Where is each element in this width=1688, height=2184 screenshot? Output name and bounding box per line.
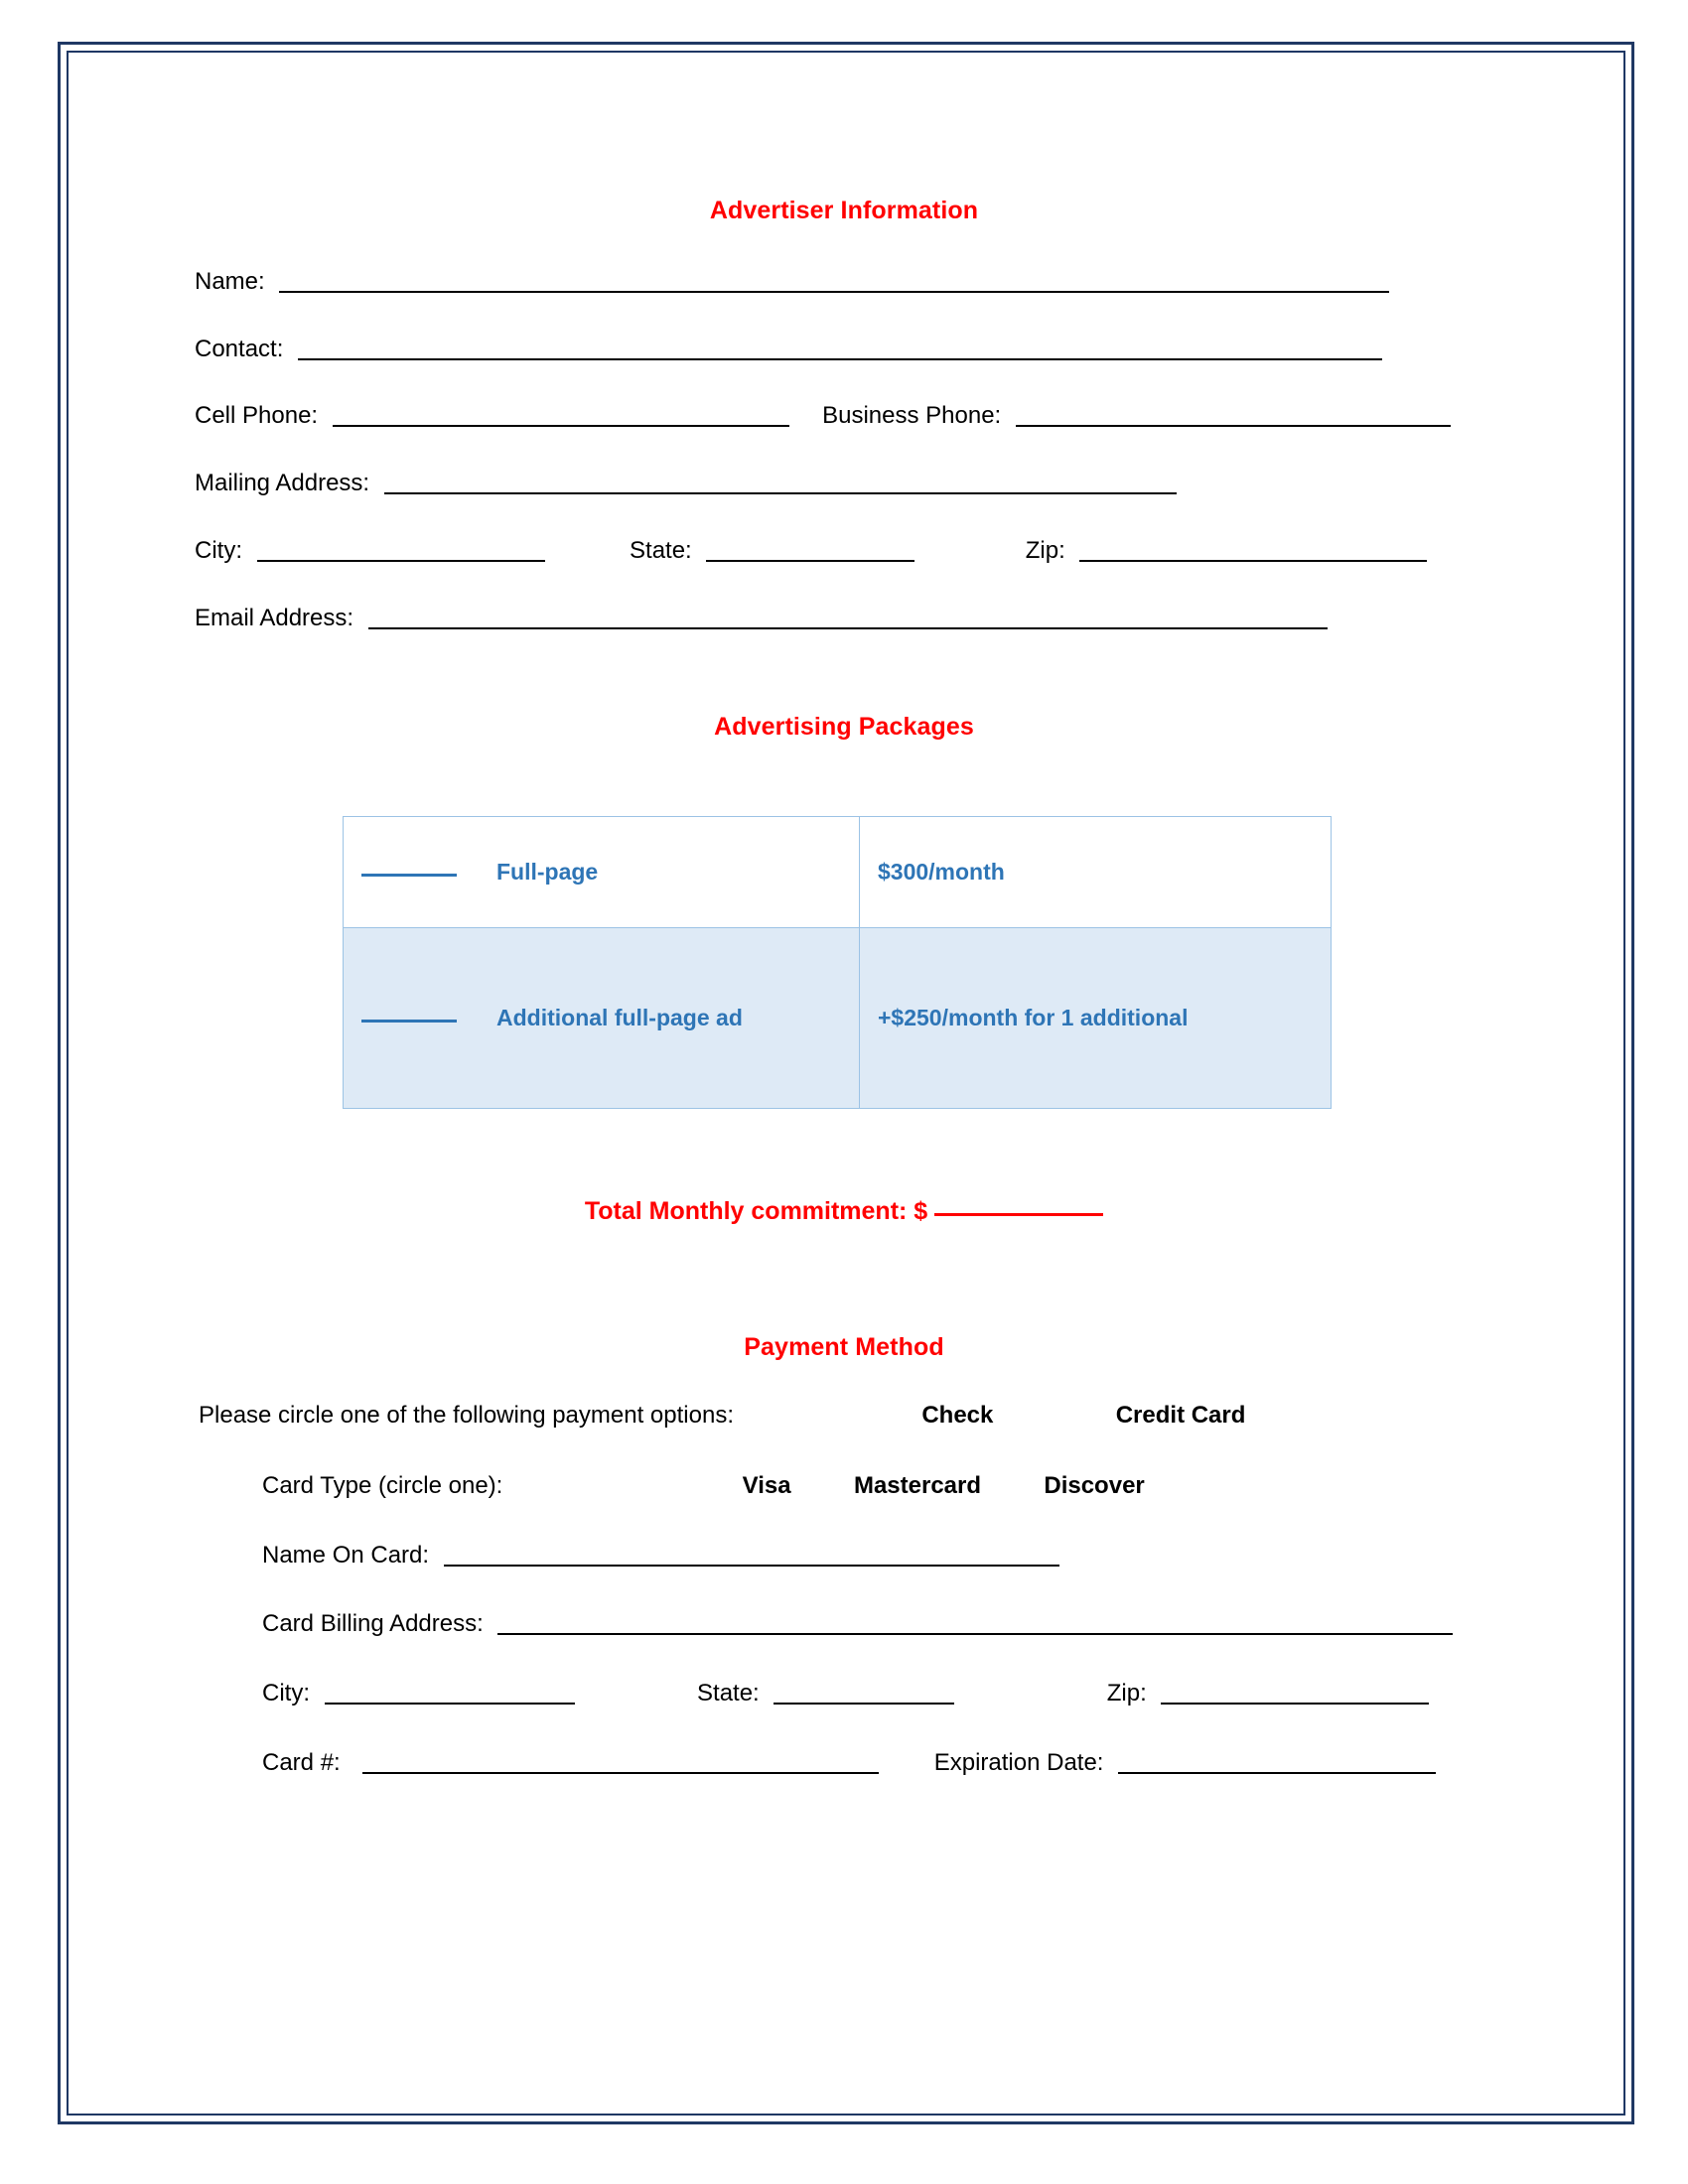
field-business-phone-label: Business Phone: — [822, 402, 1002, 429]
field-name-label: Name: — [195, 268, 265, 295]
field-cell-phone-label: Cell Phone: — [195, 402, 319, 429]
payment-option-credit-card[interactable]: Credit Card — [1115, 1402, 1246, 1429]
package-price-additional: +$250/month for 1 additional — [878, 1005, 1189, 1030]
price-cell-full-page — [860, 817, 1332, 928]
payment-method-heading: Payment Method — [744, 1333, 944, 1361]
field-zip-label: Zip: — [1025, 537, 1065, 564]
package-cell-full-page — [344, 817, 860, 928]
field-card-state-input[interactable] — [774, 1703, 954, 1705]
field-mailing-address-input[interactable] — [384, 492, 1177, 494]
field-contact-label: Contact: — [195, 336, 284, 362]
field-zip-input[interactable] — [1079, 560, 1427, 562]
field-card-city-input[interactable] — [325, 1703, 575, 1705]
field-business-phone-input[interactable] — [1016, 425, 1451, 427]
field-card-number-input[interactable] — [362, 1772, 879, 1774]
field-card-city-label: City: — [262, 1680, 310, 1706]
price-cell-additional-full-page — [860, 928, 1332, 1109]
table-row — [344, 817, 1332, 928]
field-card-state-label: State: — [697, 1680, 760, 1706]
payment-option-check[interactable]: Check — [921, 1402, 994, 1429]
package-select-blank-full-page[interactable] — [361, 874, 457, 877]
package-price-full-page: $300/month — [878, 859, 1005, 885]
package-name-additional: Additional full-page ad — [496, 1005, 743, 1030]
package-select-blank-additional[interactable] — [361, 1020, 457, 1023]
package-cell-additional-full-page — [344, 928, 860, 1109]
field-contact-input[interactable] — [298, 358, 1382, 360]
field-card-billing-address — [262, 1610, 1453, 1638]
advertising-packages-heading: Advertising Packages — [714, 713, 974, 741]
field-email-label: Email Address: — [195, 605, 354, 631]
field-card-billing-address-input[interactable] — [497, 1633, 1453, 1635]
total-monthly-commitment-input[interactable] — [934, 1213, 1103, 1216]
field-mailing-address — [195, 470, 1177, 497]
field-card-city-state-zip — [262, 1680, 1429, 1707]
card-type-row — [262, 1472, 1145, 1500]
advertising-packages-table — [343, 816, 1332, 1109]
field-phones — [195, 402, 1451, 430]
field-city-label: City: — [195, 537, 242, 564]
field-state-label: State: — [630, 537, 692, 564]
field-card-billing-address-label: Card Billing Address: — [262, 1610, 484, 1637]
field-email — [195, 605, 1328, 632]
package-name-full-page: Full-page — [496, 859, 599, 885]
field-name-on-card-label: Name On Card: — [262, 1542, 430, 1569]
card-type-discover[interactable]: Discover — [1044, 1472, 1145, 1499]
field-name-on-card-input[interactable] — [444, 1565, 1059, 1567]
field-card-zip-input[interactable] — [1161, 1703, 1429, 1705]
field-expiration-input[interactable] — [1118, 1772, 1436, 1774]
field-cell-phone-input[interactable] — [333, 425, 789, 427]
payment-instruction-label: Please circle one of the following payment options: — [199, 1402, 734, 1429]
field-mailing-address-label: Mailing Address: — [195, 470, 370, 496]
payment-options-row — [199, 1402, 1245, 1430]
card-type-mastercard[interactable]: Mastercard — [853, 1472, 982, 1499]
field-name-input[interactable] — [279, 291, 1389, 293]
field-name — [195, 268, 1389, 296]
card-type-visa[interactable]: Visa — [742, 1472, 791, 1499]
advertiser-information-heading: Advertiser Information — [709, 197, 979, 224]
field-card-number-label: Card #: — [262, 1749, 341, 1776]
field-state-input[interactable] — [706, 560, 914, 562]
field-contact — [195, 336, 1382, 363]
card-type-label: Card Type (circle one): — [262, 1472, 503, 1499]
field-email-input[interactable] — [368, 627, 1328, 629]
field-expiration-label: Expiration Date: — [933, 1749, 1104, 1776]
table-row — [344, 928, 1332, 1109]
field-name-on-card — [262, 1542, 1059, 1570]
field-card-number-expiration — [262, 1749, 1436, 1777]
field-card-zip-label: Zip: — [1106, 1680, 1147, 1706]
field-city-state-zip — [195, 537, 1427, 565]
field-city-input[interactable] — [257, 560, 545, 562]
total-monthly-commitment-label: Total Monthly commitment: $ — [584, 1197, 928, 1225]
total-monthly-commitment — [0, 1197, 1688, 1226]
